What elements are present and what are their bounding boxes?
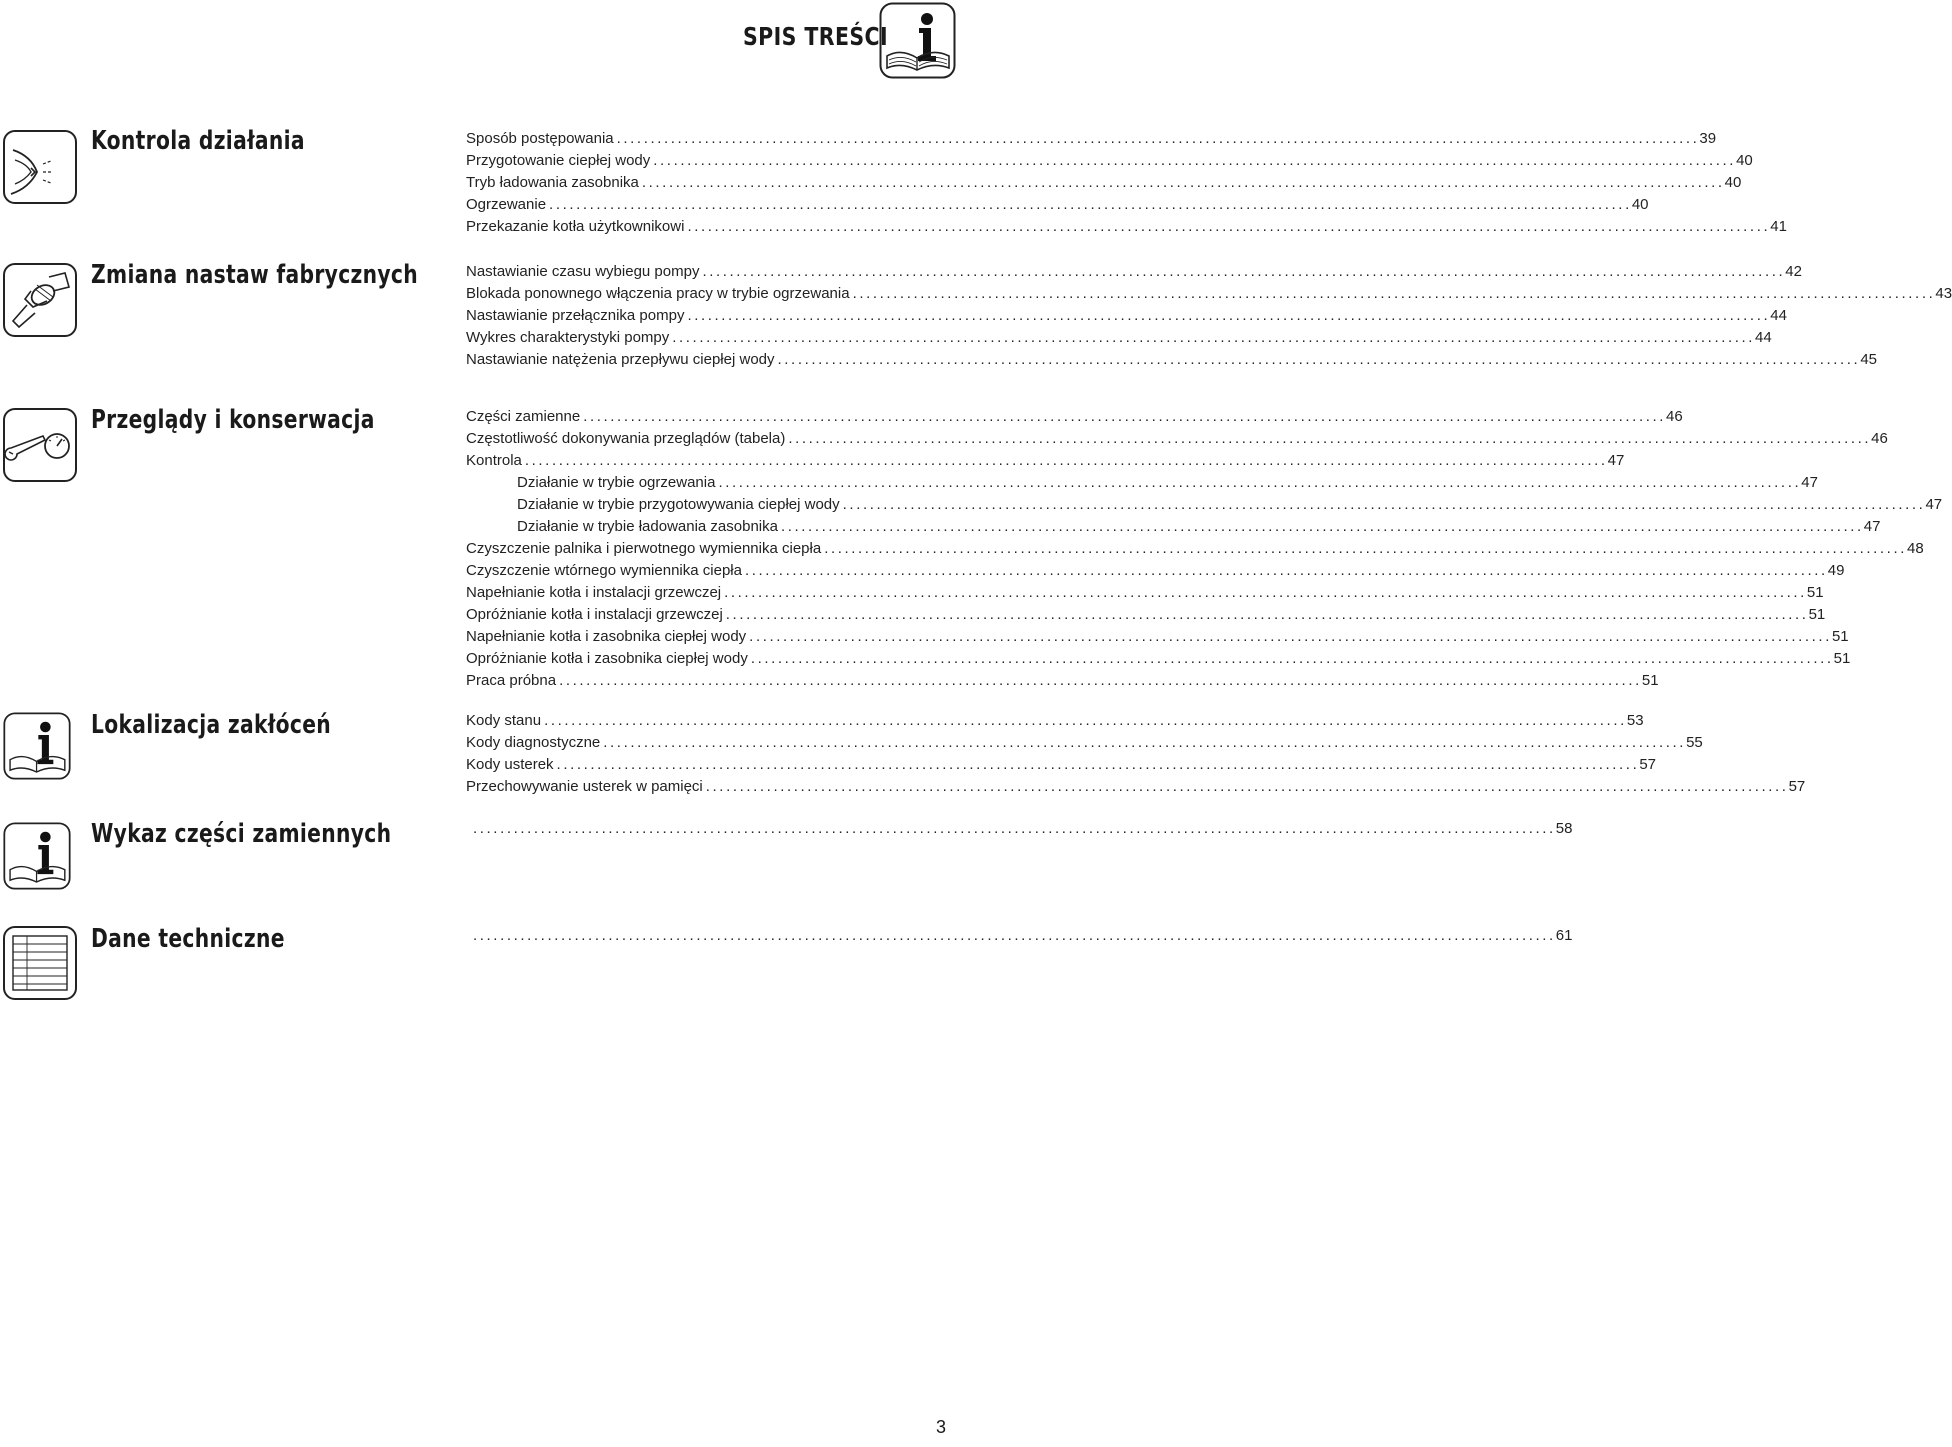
toc-entry[interactable] [466,216,1787,238]
toc-leader-dots: ................................................................................................................................................................ [672,329,1756,346]
toc-leader-dots: ................................................................................................................................................................ [641,174,1725,191]
toc-entry-label: Nastawianie natężenia przepływu ciepłej wody [466,351,775,368]
toc-entry[interactable] [466,648,1851,670]
info-book-icon [3,822,69,888]
toc-entry-page: 42 [1785,263,1802,280]
toc-leader-dots: ................................................................................................................................................................ [687,218,1771,235]
toc-entry-page: 55 [1686,734,1703,751]
toc-entry-page: 40 [1631,196,1649,213]
toc-entry[interactable] [466,560,1845,582]
toc-entry-label: Praca próbna [466,672,557,689]
toc-leader-dots: ................................................................................................................................................................ [705,778,1789,795]
toc-leader-dots: ................................................................................................................................................................ [687,307,1771,324]
toc-entry-label: Przechowywanie usterek w pamięci [466,778,703,795]
toc-entry[interactable] [466,349,1877,371]
toc-entry-page: 49 [1827,562,1845,579]
toc-entry[interactable] [466,172,1742,194]
wrench-gauge-icon [3,408,69,474]
toc-entry[interactable] [466,516,1881,538]
toc-entry-page: 44 [1770,307,1787,324]
toc-leader-dots: ................................................................................................................................................................ [473,820,1556,837]
toc-entry[interactable] [466,732,1703,754]
toc-entry-page: 43 [1935,285,1952,302]
toc-leader-dots: ................................................................................................................................................................ [653,152,1737,169]
toc-entry-label: Napełnianie kotła i instalacji grzewczej [466,584,722,601]
page-title: SPIS TREŚCI [743,22,889,51]
section-title-zmiana: Zmiana nastaw fabrycznych [91,260,419,290]
toc-entry-label: Tryb ładowania zasobnika [466,174,639,191]
toc-entry-label: Sposób postępowania [466,130,614,147]
toc-leader-dots: ................................................................................................................................................................ [549,196,1632,213]
eye-inspection-icon [3,130,69,196]
page-number: 3 [936,1417,947,1437]
info-book-icon [879,2,956,79]
toc-entry-label: Kody diagnostyczne [466,734,601,751]
toc-entry-page: 57 [1639,756,1657,773]
toc-leader-dots: ................................................................................................................................................................ [616,130,1700,147]
toc-entry[interactable] [466,128,1717,150]
toc-entry-label: Blokada ponownego włączenia pracy w trybie ogrzewania [466,285,850,302]
toc-entry-label: Nastawianie przełącznika pompy [466,307,685,324]
data-table-icon [3,926,69,992]
toc-leader-dots: ................................................................................................................................................................ [583,408,1667,425]
toc-leader-dots: ................................................................................................................................................................ [702,263,1786,280]
toc-list-zmiana [466,261,1952,371]
toc-entry-page: 48 [1906,540,1924,557]
toc-leader-dots: ................................................................................................................................................................ [473,927,1556,944]
toc-entry-label: Kody stanu [466,712,542,729]
toc-leader-dots: ................................................................................................................................................................ [524,452,1608,469]
toc-leader-dots: ................................................................................................................................................................ [749,628,1832,645]
toc-entry-label: Przygotowanie ciepłej wody [466,152,651,169]
toc-entry-page: 39 [1699,130,1717,147]
toc-entry-label: Wykres charakterystyki pompy [466,329,670,346]
toc-entry-page: 51 [1833,650,1851,667]
toc-entry-label: Ogrzewanie [466,196,547,213]
toc-entry-page: 40 [1736,152,1753,169]
toc-entry-page: 47 [1925,496,1943,513]
toc-entry-page: 51 [1641,672,1659,689]
info-book-icon [3,712,69,778]
section-title-lokalizacja: Lokalizacja zakłóceń [91,710,332,740]
toc-entry[interactable] [466,428,1888,450]
toc-list-dane [470,925,1573,947]
toc-leader-dots: ................................................................................................................................................................ [544,712,1627,729]
toc-entry[interactable] [466,754,1657,776]
toc-entry[interactable] [466,582,1824,604]
toc-entry-page: 40 [1724,174,1742,191]
toc-entry[interactable] [466,283,1952,305]
toc-entry-label: Opróżnianie kotła i zasobnika ciepłej wody [466,650,748,667]
toc-entry-label: Kody usterek [466,756,554,773]
section-title-wykaz: Wykaz części zamiennych [91,819,392,849]
toc-entry-label: Opróżnianie kotła i instalacji grzewczej [466,606,723,623]
toc-leader-dots: ................................................................................................................................................................ [556,756,1640,773]
section-title-przeglady: Przeglądy i konserwacja [91,405,375,435]
toc-entry-page: 57 [1788,778,1806,795]
toc-entry-label: Przekazanie kotła użytkownikowi [466,218,685,235]
toc-entry-page: 46 [1666,408,1683,425]
toc-leader-dots: ................................................................................................................................................................ [750,650,1834,667]
toc-leader-dots: ................................................................................................................................................................ [725,606,1809,623]
toc-entry-label: Czyszczenie palnika i pierwotnego wymiennika ciepła [466,540,822,557]
toc-entry-label: Czyszczenie wtórnego wymiennika ciepła [466,562,742,579]
toc-leader-dots: ................................................................................................................................................................ [788,430,1872,447]
toc-entry[interactable] [466,150,1753,172]
toc-entry[interactable] [470,818,1573,840]
toc-entry[interactable] [466,604,1826,626]
toc-leader-dots: ................................................................................................................................................................ [559,672,1642,689]
toc-entry[interactable] [466,670,1659,692]
toc-entry[interactable] [466,261,1802,283]
toc-entry[interactable] [466,327,1772,349]
toc-entry[interactable] [466,406,1683,428]
toc-leader-dots: ................................................................................................................................................................ [842,496,1926,513]
toc-entry-page: 47 [1863,518,1881,535]
toc-entry[interactable] [466,450,1625,472]
toc-entry-page: 51 [1808,606,1826,623]
toc-leader-dots: ................................................................................................................................................................ [780,518,1864,535]
toc-entry-label: Częstotliwość dokonywania przeglądów (tabela) [466,430,786,447]
toc-entry-label: Działanie w trybie ogrzewania [517,474,716,491]
toc-leader-dots: ................................................................................................................................................................ [852,285,1936,302]
toc-entry[interactable] [466,305,1787,327]
toc-list-lokalizacja [466,710,1806,798]
toc-entry-page: 41 [1770,218,1787,235]
toc-entry-page: 47 [1801,474,1818,491]
toc-entry-label: Kontrola [466,452,522,469]
toc-entry[interactable] [466,494,1943,516]
toc-entry[interactable] [466,194,1649,216]
toc-entry[interactable] [470,925,1573,947]
toc-leader-dots: ................................................................................................................................................................ [724,584,1807,601]
toc-entry-page: 51 [1806,584,1824,601]
toc-list-wykaz [470,818,1573,840]
toc-entry-page: 44 [1755,329,1772,346]
toc-leader-dots: ................................................................................................................................................................ [744,562,1828,579]
toc-entry[interactable] [466,776,1806,798]
toc-entry-label: Napełnianie kotła i zasobnika ciepłej wody [466,628,747,645]
toc-entry-page: 45 [1860,351,1877,368]
toc-entry-page: 53 [1626,712,1644,729]
toc-list-kontrola [466,128,1787,238]
toc-leader-dots: ................................................................................................................................................................ [777,351,1861,368]
toc-entry-label: Części zamienne [466,408,581,425]
toc-entry-label: Nastawianie czasu wybiegu pompy [466,263,700,280]
toc-entry-label: Działanie w trybie przygotowywania ciepłej wody [517,496,840,513]
toc-entry-page: 47 [1607,452,1625,469]
section-title-kontrola: Kontrola działania [91,126,305,156]
toc-leader-dots: ................................................................................................................................................................ [603,734,1687,751]
section-title-dane: Dane techniczne [91,924,285,954]
toc-entry[interactable] [466,472,1818,494]
pipe-fitting-icon [3,263,69,329]
toc-leader-dots: ................................................................................................................................................................ [824,540,1907,557]
toc-leader-dots: ................................................................................................................................................................ [718,474,1802,491]
toc-entry-page: 46 [1871,430,1888,447]
toc-entry-page: 61 [1555,927,1573,944]
toc-list-przeglady [466,406,1943,692]
toc-entry[interactable] [466,710,1644,732]
toc-entry-page: 58 [1555,820,1573,837]
toc-entry-page: 51 [1831,628,1849,645]
toc-entry[interactable] [466,538,1924,560]
toc-entry-label: Działanie w trybie ładowania zasobnika [517,518,778,535]
toc-entry[interactable] [466,626,1849,648]
